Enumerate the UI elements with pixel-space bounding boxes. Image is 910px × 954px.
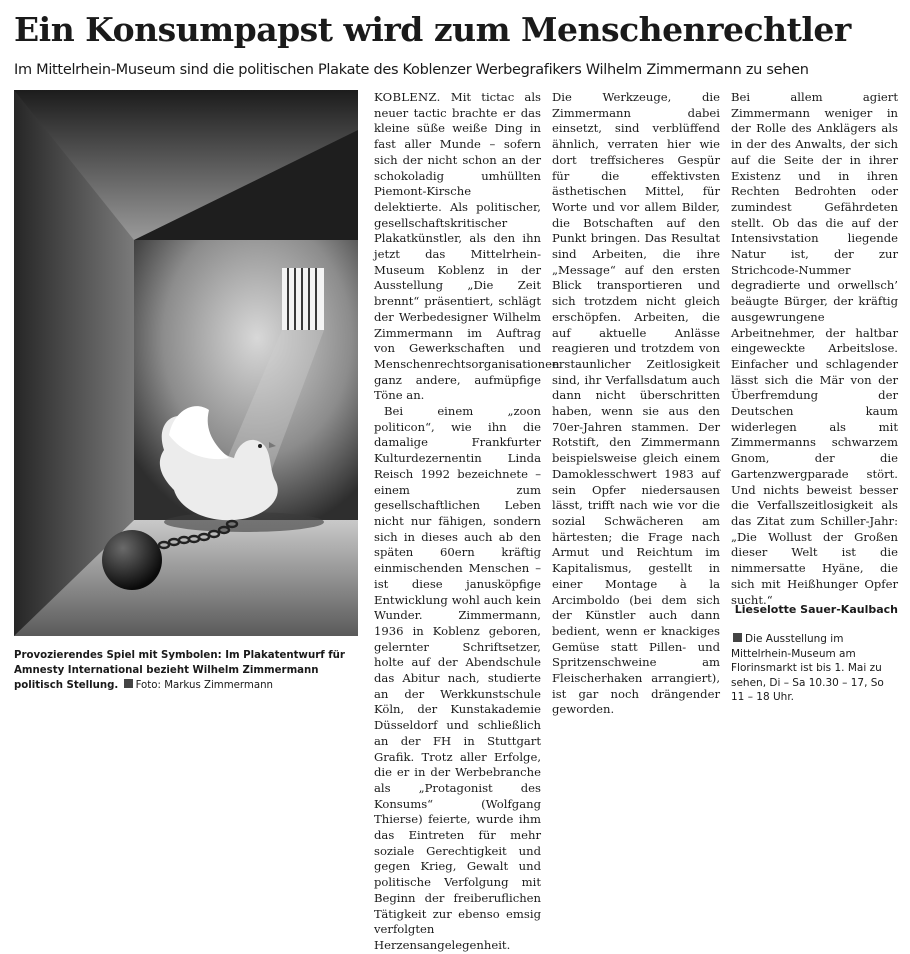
author-byline: Lieselotte Sauer-Kaulbach xyxy=(734,603,898,616)
dateline: KOBLENZ. xyxy=(374,90,441,104)
square-bullet-icon xyxy=(733,633,742,642)
poster-photo xyxy=(14,90,358,636)
photo-credit: Foto: Markus Zimmermann xyxy=(135,680,274,691)
article-column-2 xyxy=(552,90,720,717)
article-paragraph-1 xyxy=(374,90,560,404)
subheadline: Im Mittelrhein-Museum sind die politischen Plakate des Koblenzer Werbegrafikers Wilhelm Zimmermann zu sehen xyxy=(14,62,809,78)
article-column-1 xyxy=(374,90,560,952)
headline: Ein Konsumpapst wird zum Menschenrechtler xyxy=(14,10,851,49)
paragraph-1-text: Mit tictac als neuer tactic brachte er das kleine süße weiße Ding in fast aller Munde – sofern sich der nicht schon an der schokoladig umhüllten Piemont-Kirsche delektierte. Als politischer, gesellschaftskritischer Plakatkünstler, als den ihn jetzt das Mittelrhein-Museum Koblenz in der Ausstellung „Die Zeit brennt“ präsentiert, schlägt der Werbedesigner Wilhelm Zimmermann im Auftrag von Gewerkschaften und Menschenrechtsorganisationen ganz andere, aufmüpfige Töne an. xyxy=(374,90,560,403)
dove-in-cell-image xyxy=(14,90,358,636)
article-column-3 xyxy=(731,90,898,620)
caption-text: Provozierendes Spiel mit Symbolen: Im Plakatentwurf für Amnesty International bezieht Wilhelm Zimmermann politisch Stellung. xyxy=(14,650,345,691)
exhibition-info xyxy=(731,632,898,705)
article-paragraph-3: Die Werkzeuge, die Zimmermann dabei einsetzt, sind verblüffend ähnlich, verraten hier wie dort treffsicheres Gespür für die effektivsten ästhetischen Mittel, für Worte und vor allem Bilder, die Botschaften auf den Punkt bringen. Das Resultat sind Arbeiten, die ihre „Message“ auf den ersten Blick transportieren und sich trotzdem nicht gleich erschöpfen. Arbeiten, die auf aktuelle Anlässe reagieren und trotzdem von erstaunlicher Zeitlosigkeit sind, ihr Verfallsdatum auch dann nicht überschritten haben, wenn sie aus den 70er-Jahren stammen. Der Rotstift, den Zimmermann beispielsweise gleich einem Damoklesschwert 1983 auf sein Opfer niedersausen lässt, trifft nach wie vor die sozial Schwächeren am härtesten; die Frage nach Armut und Reichtum im Kapitalismus, gestellt in einer Montage à la Arcimboldo (bei dem sich der Künstler auch dann bedient, wenn er knackiges Gemüse statt Pillen- und Spritzenschweine am Fleischerhaken arrangiert), ist gar noch drängender geworden. xyxy=(552,90,720,717)
article-paragraph-4: Bei allem agiert Zimmermann weniger in der Rolle des Anklägers als in der des Anwalts, der sich auf die Seite der in ihrer Existenz und in ihren Rechten Bedrohten oder zumindest Gefährdeten stellt. Ob das die auf der Intensivstation liegende Natur ist, der zur Strichcode-Nummer degradierte und orwellsch’ beäugte Bürger, der kräftig ausgewrungene Arbeitnehmer, der haltbar eingeweckte Arbeitslose. Einfacher und schlagender lässt sich die Mär von der Überfremdung der Deutschen kaum widerlegen als mit Zimmermanns schwarzem Gnom, der die Gartenzwergparade stört. Und nichts beweist besser die Verfallszeitlosigkeit als das Zitat zum Schiller-Jahr: „Die Wollust der Großen dieser Welt ist die nimmersatte Hyäne, die sich mit Heißhunger Opfer sucht.“ xyxy=(731,90,898,607)
exhibition-info-text: Die Ausstellung im Mittelrhein-Museum am Florinsmarkt ist bis 1. Mai zu sehen, Di – Sa 10.30 – 17, So 11 – 18 Uhr. xyxy=(731,633,884,703)
article-paragraph-2: Bei einem „zoon politicon“, wie ihn die damalige Frankfurter Kulturdezernentin Linda Reisch 1992 bezeichnete – einem zum gesellschaftlichen Leben nicht nur fähigen, sondern sich in dieses auch ab den späten 60ern kräftig einmischenden Menschen – ist diese janusköpfige Entwicklung wohl auch kein Wunder. Zimmermann, 1936 in Koblenz geboren, gelernter Schriftsetzer, holte auf der Abendschule das Abitur nach, studierte an der Werkkunstschule Köln, der Kunstakademie Düsseldorf und schließlich an der FH in Stuttgart Grafik. Trotz aller Erfolge, die er in der Werbebranche als „Protagonist des Konsums“ (Wolfgang Thierse) feierte, wurde ihm das Eintreten für mehr soziale Gerechtigkeit und gegen Krieg, Gewalt und politische Verfolgung mit Beginn der freiberuflichen Tätigkeit zur ebenso emsig verfolgten Herzensangelegenheit. xyxy=(374,404,541,952)
square-bullet-icon xyxy=(124,679,133,688)
photo-caption xyxy=(14,648,358,693)
